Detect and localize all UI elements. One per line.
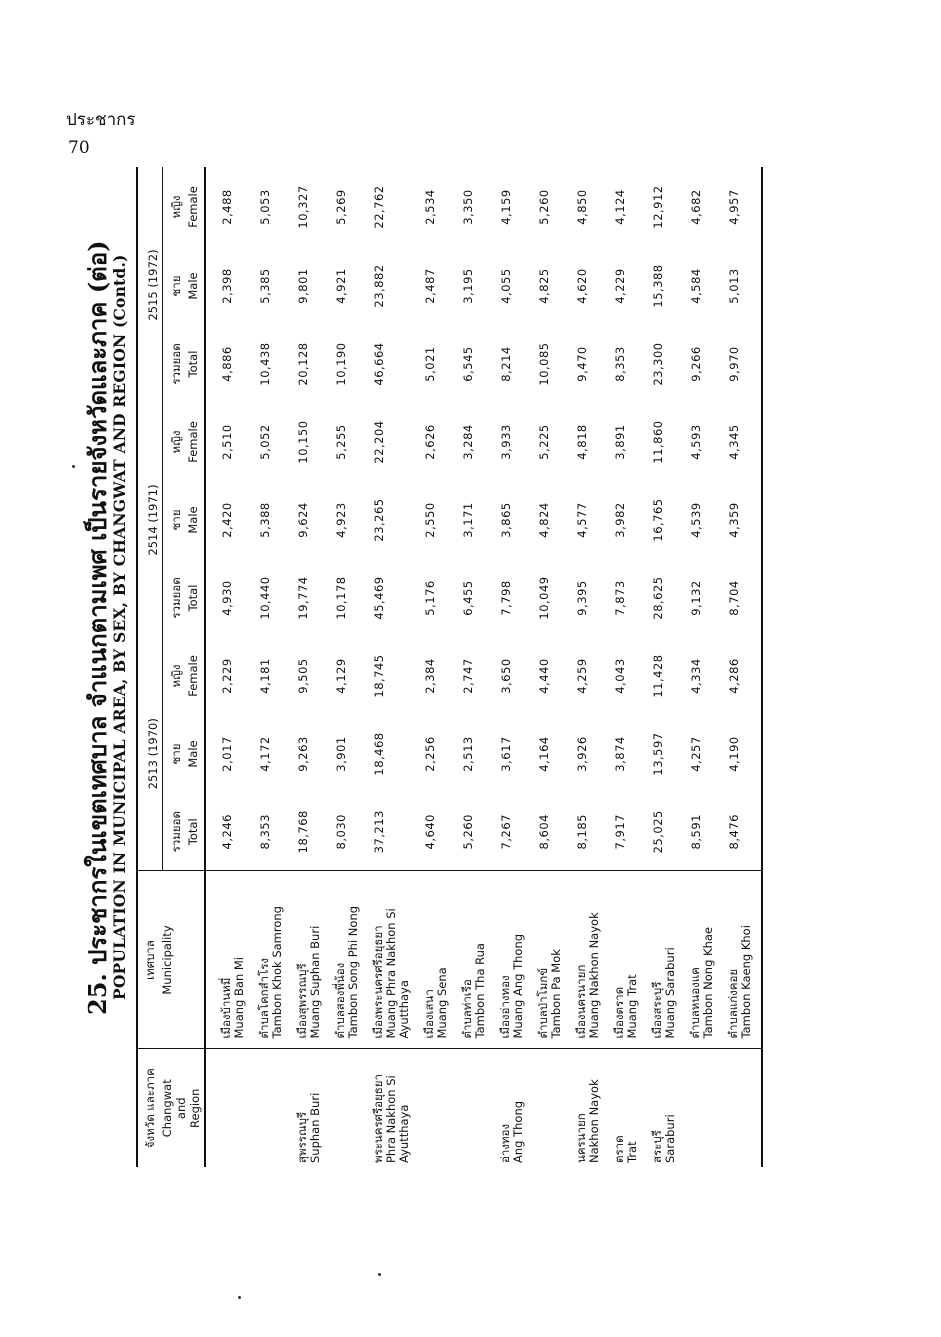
col-header-male: ชาย Male (163, 247, 205, 325)
value-cell: 4,957 (715, 167, 762, 247)
region-cell (411, 1049, 449, 1167)
municipality-cell: ตำบลท่าเรือ Tambon Tha Rua (449, 871, 487, 1049)
value-cell: 4,229 (613, 268, 627, 304)
value-cell: 2,534 (423, 189, 437, 225)
value-cell: 4,359 (715, 481, 762, 559)
table-row (246, 167, 284, 1167)
value-cell: 10,438 (258, 342, 272, 386)
value-cell: 9,266 (689, 346, 703, 382)
value-cell: 45,469 (372, 576, 386, 620)
value-cell: 4,164 (537, 736, 551, 772)
region-cell: พระนครศรีอยุธยา Phra Nakhon Si Ayutthaya (360, 1049, 411, 1167)
region-cell: อ่างทอง Ang Thong (487, 1049, 525, 1167)
value-cell: 23,300 (651, 342, 665, 386)
value-cell: 9,624 (296, 502, 310, 538)
col-header-total: รวมยอด Total (163, 559, 205, 637)
region-cell (525, 1049, 563, 1167)
value-cell: 2,256 (423, 736, 437, 772)
municipality-cell: เมืองนครนายก Muang Nakhon Nayok (563, 871, 601, 1049)
value-cell: 5,255 (334, 424, 348, 460)
value-cell: 3,195 (461, 268, 475, 304)
value-cell: 2,420 (220, 502, 234, 538)
value-cell: 2,747 (461, 658, 475, 694)
value-cell: 3,350 (461, 189, 475, 225)
value-cell: 4,043 (613, 658, 627, 694)
value-cell: 15,388 (651, 264, 665, 308)
value-cell: 2,488 (220, 189, 234, 225)
col-header-female: หญิง Female (163, 167, 205, 247)
value-cell: 8,604 (537, 814, 551, 850)
municipality-cell: ตำบลโคกสำโรง Tambon Khok Samrong (246, 871, 284, 1049)
col-header-male: ชาย Male (163, 481, 205, 559)
value-cell: 3,891 (613, 424, 627, 460)
value-cell: 13,597 (651, 732, 665, 776)
value-cell: 3,284 (461, 424, 475, 460)
value-cell: 4,584 (689, 268, 703, 304)
value-cell: 25,025 (651, 810, 665, 854)
region-cell: สระบุรี Saraburi (639, 1049, 677, 1167)
value-cell: 5,013 (715, 247, 762, 325)
value-cell: 9,970 (715, 325, 762, 403)
value-cell: 7,798 (499, 580, 513, 616)
value-cell: 9,395 (575, 580, 589, 616)
value-cell: 18,745 (372, 654, 386, 698)
value-cell: 22,762 (372, 185, 386, 229)
value-cell: 4,577 (575, 502, 589, 538)
region-cell: ตราด Trat (601, 1049, 639, 1167)
table-row (205, 167, 246, 1167)
value-cell: 2,626 (423, 424, 437, 460)
municipality-cell: เมืองตราด Muang Trat (601, 871, 639, 1049)
value-cell: 3,650 (499, 658, 513, 694)
table-row (322, 167, 360, 1167)
region-cell (715, 1049, 762, 1167)
value-cell: 12,912 (651, 185, 665, 229)
value-cell: 4,825 (537, 268, 551, 304)
region-cell (449, 1049, 487, 1167)
col-header-region: จังหวัด และภาค Changwat and Region (137, 1049, 205, 1167)
value-cell: 4,124 (613, 189, 627, 225)
value-cell: 7,267 (499, 814, 513, 850)
value-cell: 4,055 (499, 268, 513, 304)
table-row (677, 167, 715, 1167)
value-cell: 4,159 (499, 189, 513, 225)
value-cell: 6,455 (461, 580, 475, 616)
value-cell: 2,510 (220, 424, 234, 460)
value-cell: 9,132 (689, 580, 703, 616)
value-cell: 2,550 (423, 502, 437, 538)
value-cell: 16,765 (651, 498, 665, 542)
value-cell: 3,982 (613, 502, 627, 538)
region-cell (322, 1049, 360, 1167)
municipality-cell: เมืองสระบุรี Muang Saraburi (639, 871, 677, 1049)
col-header-male: ชาย Male (163, 715, 205, 793)
value-cell: 7,917 (613, 814, 627, 850)
municipality-cell: เมืองพระนครศรีอยุธยา Muang Phra Nakhon Si Ayutthaya (360, 871, 411, 1049)
value-cell: 7,873 (613, 580, 627, 616)
value-cell: 20,128 (296, 342, 310, 386)
value-cell: 2,398 (220, 268, 234, 304)
value-cell: 2,229 (220, 658, 234, 694)
value-cell: 5,225 (537, 424, 551, 460)
year-header-1972: 2515 (1972) (137, 167, 163, 403)
value-cell: 9,263 (296, 736, 310, 772)
population-table (136, 167, 763, 1167)
value-cell: 2,487 (423, 268, 437, 304)
value-cell: 3,926 (575, 736, 589, 772)
value-cell: 5,176 (423, 580, 437, 616)
value-cell: 4,129 (334, 658, 348, 694)
value-cell: 3,933 (499, 424, 513, 460)
value-cell: 4,593 (689, 424, 703, 460)
value-cell: 3,171 (461, 502, 475, 538)
col-header-municipality: เทศบาล Municipality (137, 871, 205, 1049)
value-cell: 4,923 (334, 502, 348, 538)
municipality-cell: ตำบลป่าโมกข์ Tambon Pa Mok (525, 871, 563, 1049)
value-cell: 5,053 (258, 189, 272, 225)
value-cell: 4,539 (689, 502, 703, 538)
table-row (411, 167, 449, 1167)
value-cell: 4,886 (220, 346, 234, 382)
region-cell: สุพรรณบุรี Suphan Buri (284, 1049, 322, 1167)
value-cell: 8,353 (613, 346, 627, 382)
municipality-cell: ตำบลแก่งคอย Tambon Kaeng Khoi (715, 871, 762, 1049)
value-cell: 23,265 (372, 498, 386, 542)
value-cell: 5,385 (258, 268, 272, 304)
value-cell: 5,260 (461, 814, 475, 850)
value-cell: 19,774 (296, 576, 310, 620)
value-cell: 4,257 (689, 736, 703, 772)
municipality-cell: ตำบลหนองแค Tambon Nong Khae (677, 871, 715, 1049)
value-cell: 5,269 (334, 189, 348, 225)
value-cell: 22,204 (372, 420, 386, 464)
value-cell: 4,190 (715, 715, 762, 793)
value-cell: 4,824 (537, 502, 551, 538)
year-header-1970: 2513 (1970) (137, 637, 163, 871)
scan-speck (238, 1296, 241, 1299)
table-row (487, 167, 525, 1167)
value-cell: 18,768 (296, 810, 310, 854)
value-cell: 4,181 (258, 658, 272, 694)
value-cell: 8,185 (575, 814, 589, 850)
col-header-female: หญิง Female (163, 637, 205, 715)
value-cell: 3,617 (499, 736, 513, 772)
value-cell: 4,286 (715, 637, 762, 715)
value-cell: 4,682 (689, 189, 703, 225)
municipality-cell: ตำบลสองพี่น้อง Tambon Song Phi Nong (322, 871, 360, 1049)
table-row (525, 167, 563, 1167)
value-cell: 4,818 (575, 424, 589, 460)
table-row (563, 167, 601, 1167)
value-cell: 10,190 (334, 342, 348, 386)
value-cell: 4,850 (575, 189, 589, 225)
col-header-total: รวมยอด Total (163, 325, 205, 403)
value-cell: 5,052 (258, 424, 272, 460)
municipality-cell: เมืองเสนา Muang Sena (411, 871, 449, 1049)
col-header-total: รวมยอด Total (163, 793, 205, 871)
region-cell (677, 1049, 715, 1167)
value-cell: 4,640 (423, 814, 437, 850)
value-cell: 11,428 (651, 654, 665, 698)
table-title-thai: 25. ประชากรในเขตเทศบาล จำแนกตามเพศ เป็นรายจังหวัดและภาค (ต่อ) (83, 240, 112, 1015)
value-cell: 3,874 (613, 736, 627, 772)
value-cell: 8,591 (689, 814, 703, 850)
value-cell: 4,930 (220, 580, 234, 616)
region-cell (205, 1049, 246, 1167)
value-cell: 4,345 (715, 403, 762, 481)
value-cell: 46,664 (372, 342, 386, 386)
value-cell: 10,178 (334, 576, 348, 620)
region-cell (246, 1049, 284, 1167)
table-row (360, 167, 411, 1167)
value-cell: 4,620 (575, 268, 589, 304)
value-cell: 2,513 (461, 736, 475, 772)
value-cell: 2,017 (220, 736, 234, 772)
value-cell: 10,327 (296, 185, 310, 229)
scan-speck (378, 1273, 381, 1276)
table-row (284, 167, 322, 1167)
value-cell: 4,172 (258, 736, 272, 772)
value-cell: 5,388 (258, 502, 272, 538)
value-cell: 23,882 (372, 264, 386, 308)
value-cell: 8,353 (258, 814, 272, 850)
value-cell: 4,440 (537, 658, 551, 694)
value-cell: 10,049 (537, 576, 551, 620)
value-cell: 4,921 (334, 268, 348, 304)
table-row (639, 167, 677, 1167)
table-row (715, 167, 762, 1167)
value-cell: 8,030 (334, 814, 348, 850)
value-cell: 10,440 (258, 576, 272, 620)
value-cell: 4,259 (575, 658, 589, 694)
value-cell: 5,021 (423, 346, 437, 382)
table-row (601, 167, 639, 1167)
value-cell: 3,901 (334, 736, 348, 772)
col-header-female: หญิง Female (163, 403, 205, 481)
rotated-table-page (70, 165, 880, 1175)
municipality-cell: เมืองบ้านหมี่ Muang Ban Mi (205, 871, 246, 1049)
table-title-english: POPULATION IN MUNICIPAL AREA, BY SEX, BY CHANGWAT AND REGION (Contd.) (110, 254, 129, 1000)
value-cell: 5,260 (537, 189, 551, 225)
value-cell: 37,213 (372, 810, 386, 854)
municipality-cell: เมืองสุพรรณบุรี Muang Suphan Buri (284, 871, 322, 1049)
region-cell: นครนายก Nakhon Nayok (563, 1049, 601, 1167)
value-cell: 28,625 (651, 576, 665, 620)
table-row (449, 167, 487, 1167)
value-cell: 8,214 (499, 346, 513, 382)
municipality-cell: เมืองอ่างทอง Muang Ang Thong (487, 871, 525, 1049)
value-cell: 8,704 (715, 559, 762, 637)
value-cell: 3,865 (499, 502, 513, 538)
value-cell: 10,150 (296, 420, 310, 464)
page-header-thai: ประชากร (66, 110, 136, 130)
value-cell: 6,545 (461, 346, 475, 382)
year-header-1971: 2514 (1971) (137, 403, 163, 637)
value-cell: 2,384 (423, 658, 437, 694)
value-cell: 11,860 (651, 420, 665, 464)
value-cell: 10,085 (537, 342, 551, 386)
page-number: 70 (68, 138, 90, 158)
value-cell: 18,468 (372, 732, 386, 776)
value-cell: 8,476 (715, 793, 762, 871)
value-cell: 9,505 (296, 658, 310, 694)
value-cell: 4,334 (689, 658, 703, 694)
value-cell: 4,246 (220, 814, 234, 850)
value-cell: 9,470 (575, 346, 589, 382)
value-cell: 9,801 (296, 268, 310, 304)
